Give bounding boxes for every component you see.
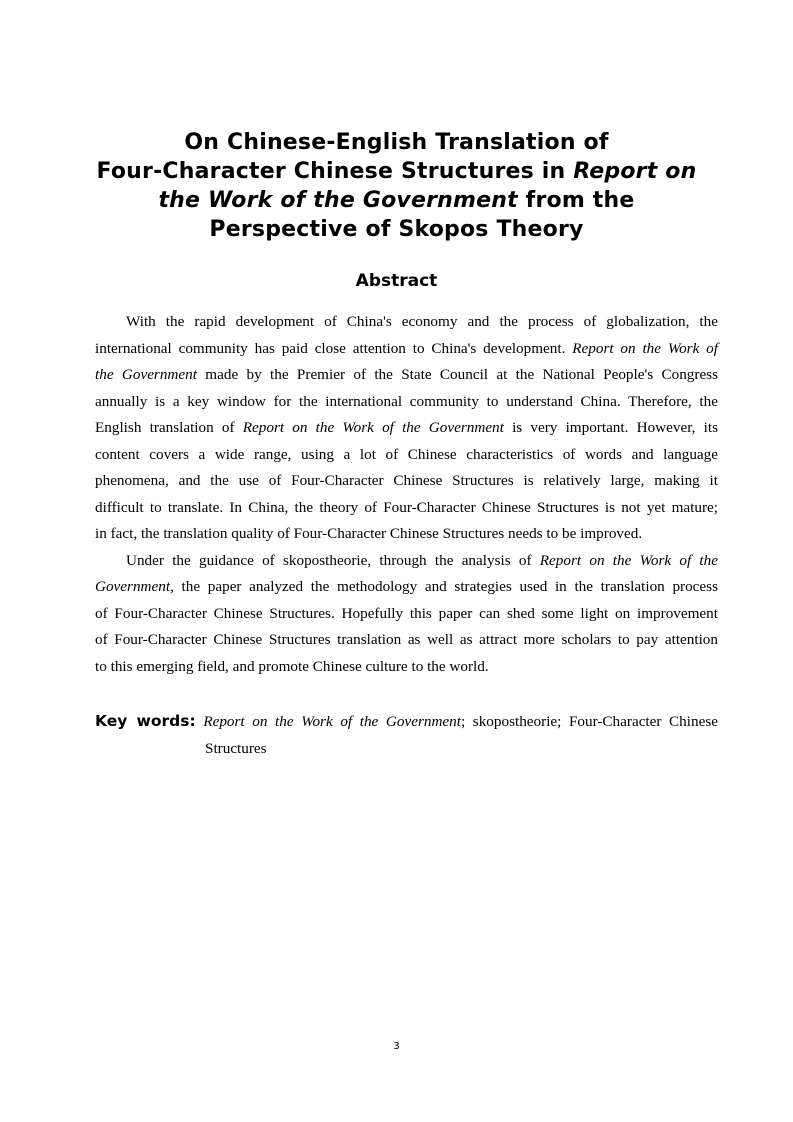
p2-line-1-italic: Report on the Work of the [539, 551, 718, 569]
title-line-3-italic: the Work of the Government [158, 188, 518, 213]
p2-line-2-italic: Government [95, 578, 171, 595]
p1-line-5-text-c: is very important. However, its [503, 419, 718, 436]
title-line-2-text: Four-Character Chinese Structures in [96, 159, 574, 184]
title-line-3-text: from the [517, 188, 635, 213]
keywords-rest-1: ; skopostheorie; Four-Character Chinese [460, 713, 718, 730]
keywords-line-1 [95, 708, 718, 736]
p1-line-2 [95, 336, 718, 363]
p1-line-3-text: made by the Premier of the State Council at the National People's Congress [196, 366, 719, 383]
page-number: 3 [393, 1041, 400, 1052]
title-line-1: On Chinese-English Translation of [184, 130, 609, 155]
paper-title [76, 128, 717, 244]
p1-line-2-italic: Report on the Work of [572, 339, 718, 357]
abstract-paragraph-2 [95, 548, 718, 681]
p1-line-5-italic: Report on the Work of the Government [242, 419, 504, 436]
p1-line-5 [95, 415, 718, 442]
p2-line-3: of Four-Character Chinese Structures. Hopefully this paper can shed some light on improvement [95, 604, 718, 622]
abstract-heading: Abstract [355, 271, 438, 291]
p2-line-1 [95, 548, 718, 575]
p2-line-5: to this emerging field, and promote Chinese culture to the world. [95, 657, 489, 675]
p1-line-2-text: international community has paid close attention to China's development. [95, 339, 573, 357]
p1-line-8: difficult to translate. In China, the theory of Four-Character Chinese Structures is not yet mature; [95, 498, 718, 516]
p1-line-5-text-a: English translation of [95, 419, 243, 436]
abstract-paragraph-1 [95, 309, 718, 548]
p1-line-3 [95, 362, 718, 389]
title-line-3 [76, 186, 717, 215]
keywords-label: Key words: [95, 712, 196, 730]
keywords-section [95, 708, 718, 762]
p2-line-2 [95, 574, 718, 601]
p1-line-7: phenomena, and the use of Four-Character Chinese Structures is relatively large, making it [95, 472, 718, 489]
p1-line-3-italic: the Government [95, 366, 197, 383]
p2-line-2-text: , the paper analyzed the methodology and strategies used in the translation process [170, 578, 718, 595]
p1-line-4: annually is a key window for the international community to understand China. Therefore, the [95, 392, 718, 410]
title-line-2-italic: Report on [573, 159, 697, 184]
abstract-body [95, 309, 718, 680]
p1-line-1: With the rapid development of China's economy and the process of globalization, the [126, 313, 718, 330]
keywords-line-2: Structures [205, 739, 267, 757]
p1-line-9: in fact, the translation quality of Four-Character Chinese Structures needs to be improved. [95, 525, 643, 542]
p1-line-6: content covers a wide range, using a lot of Chinese characteristics of words and language [95, 445, 718, 463]
keyword-report-title: Report on the Work of the Government [203, 713, 461, 730]
title-line-2 [76, 157, 717, 186]
p2-line-1-text: Under the guidance of skopostheorie, through the analysis of [126, 551, 540, 569]
p2-line-4: of Four-Character Chinese Structures translation as well as attract more scholars to pay attention [95, 631, 718, 648]
title-line-4: Perspective of Skopos Theory [209, 217, 584, 242]
